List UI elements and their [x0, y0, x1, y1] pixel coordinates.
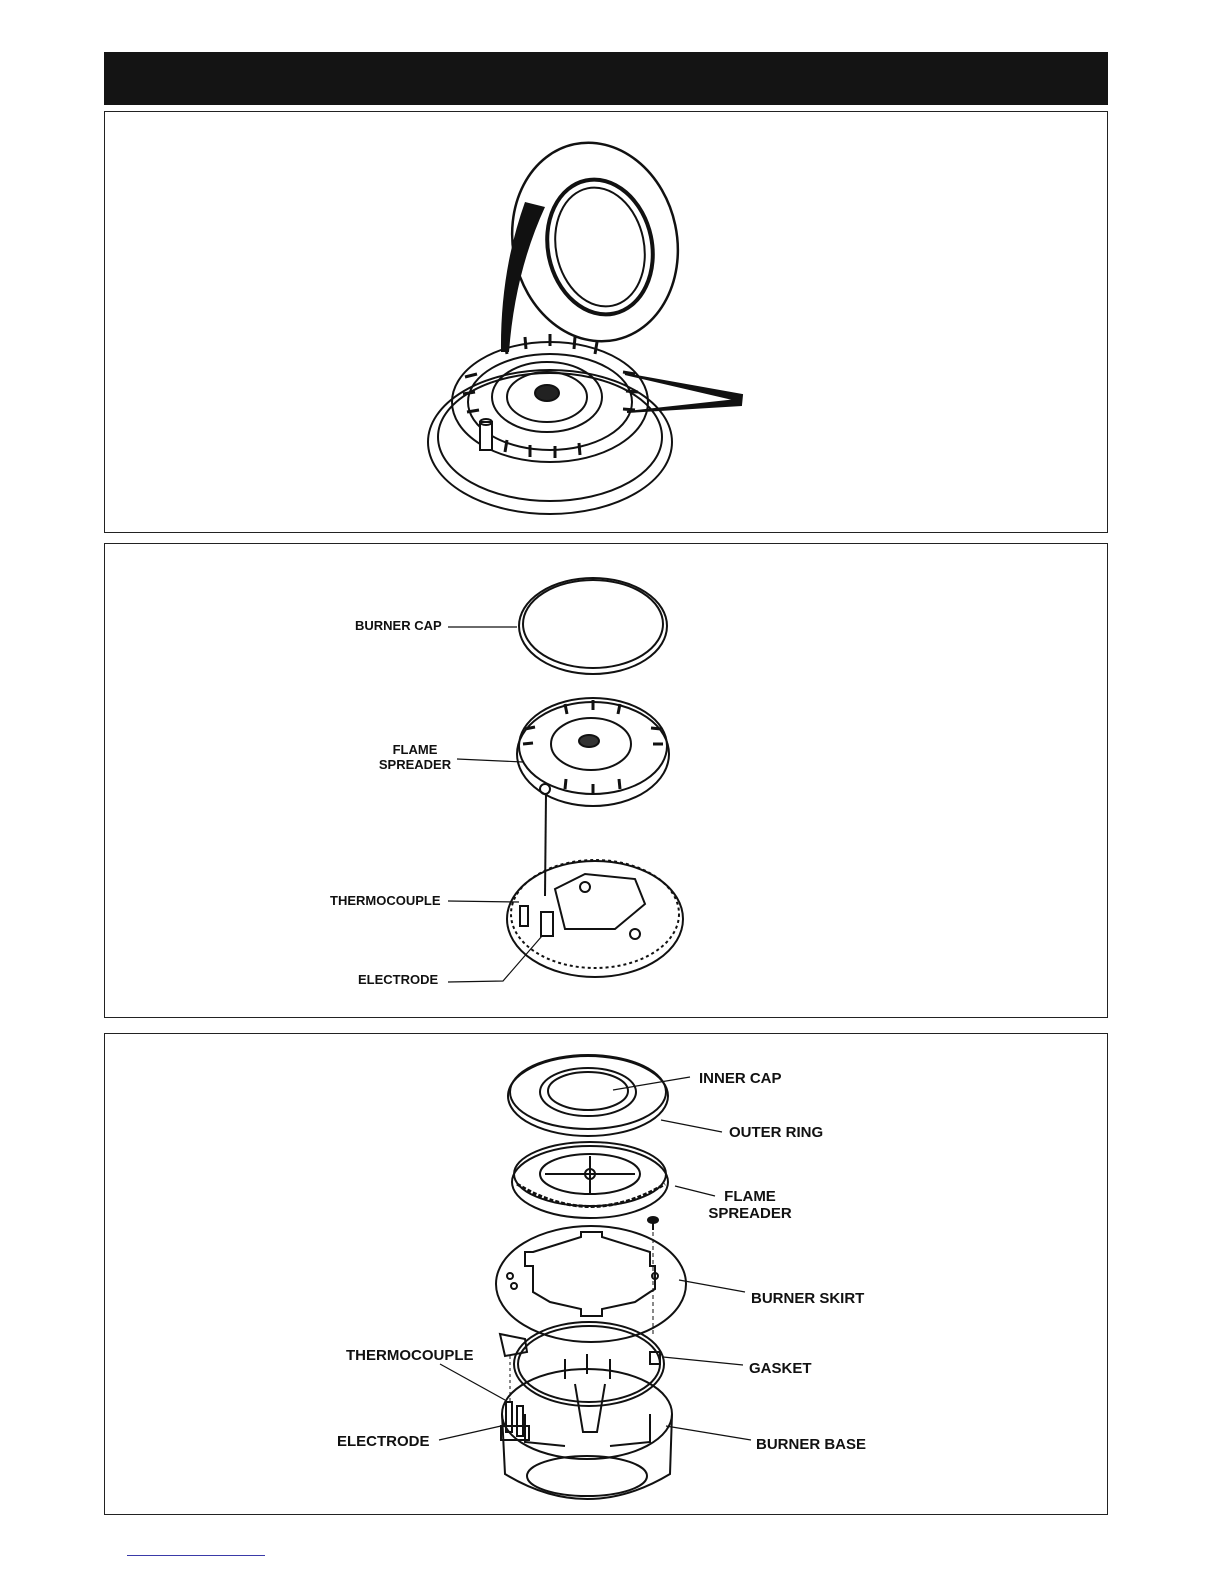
- label-thermocouple: THERMOCOUPLE: [330, 893, 441, 908]
- exploded-burner-illustration: [105, 1034, 1107, 1514]
- burner-cap-shape: [519, 578, 667, 674]
- label-flame-spreader: [367, 743, 463, 773]
- label-outer-ring: OUTER RING: [729, 1124, 824, 1141]
- label-flame-spreader-line1: FLAME: [392, 742, 438, 757]
- figure-panel-3: [104, 1033, 1108, 1515]
- label-electrode: ELECTRODE: [337, 1433, 430, 1450]
- burner-base-shape: [507, 860, 683, 977]
- flame-spreader-shape: [512, 1142, 668, 1218]
- inner-cap-shape: [540, 1068, 636, 1116]
- label-burner-cap: BURNER CAP: [355, 618, 442, 633]
- pointer-lines: [625, 374, 742, 412]
- label-burner-skirt: BURNER SKIRT: [751, 1290, 865, 1307]
- label-inner-cap: INNER CAP: [699, 1070, 782, 1087]
- flame-spreader-shape: [517, 698, 669, 806]
- sealed-burner-illustration: [105, 544, 1107, 1017]
- label-burner-base: BURNER BASE: [756, 1436, 867, 1453]
- label-flame-spreader-line1: FLAME: [724, 1188, 776, 1205]
- label-flame-spreader-line2: SPREADER: [378, 756, 452, 772]
- burner-skirt-shape: [496, 1226, 686, 1342]
- dual-burner-illustration: [105, 112, 1107, 532]
- footer-link-underline[interactable]: [127, 1555, 265, 1556]
- figure-panel-2: [104, 543, 1108, 1018]
- label-flame-spreader-line2: SPREADER: [708, 1205, 792, 1223]
- label-thermocouple: THERMOCOUPLE: [346, 1347, 474, 1364]
- figure-panel-1: [104, 111, 1108, 533]
- label-gasket: GASKET: [749, 1360, 812, 1377]
- section-header-bar: [104, 52, 1108, 105]
- label-flame-spreader: [700, 1188, 800, 1223]
- label-electrode: ELECTRODE: [358, 972, 439, 987]
- burner-base-shape: [501, 1354, 672, 1499]
